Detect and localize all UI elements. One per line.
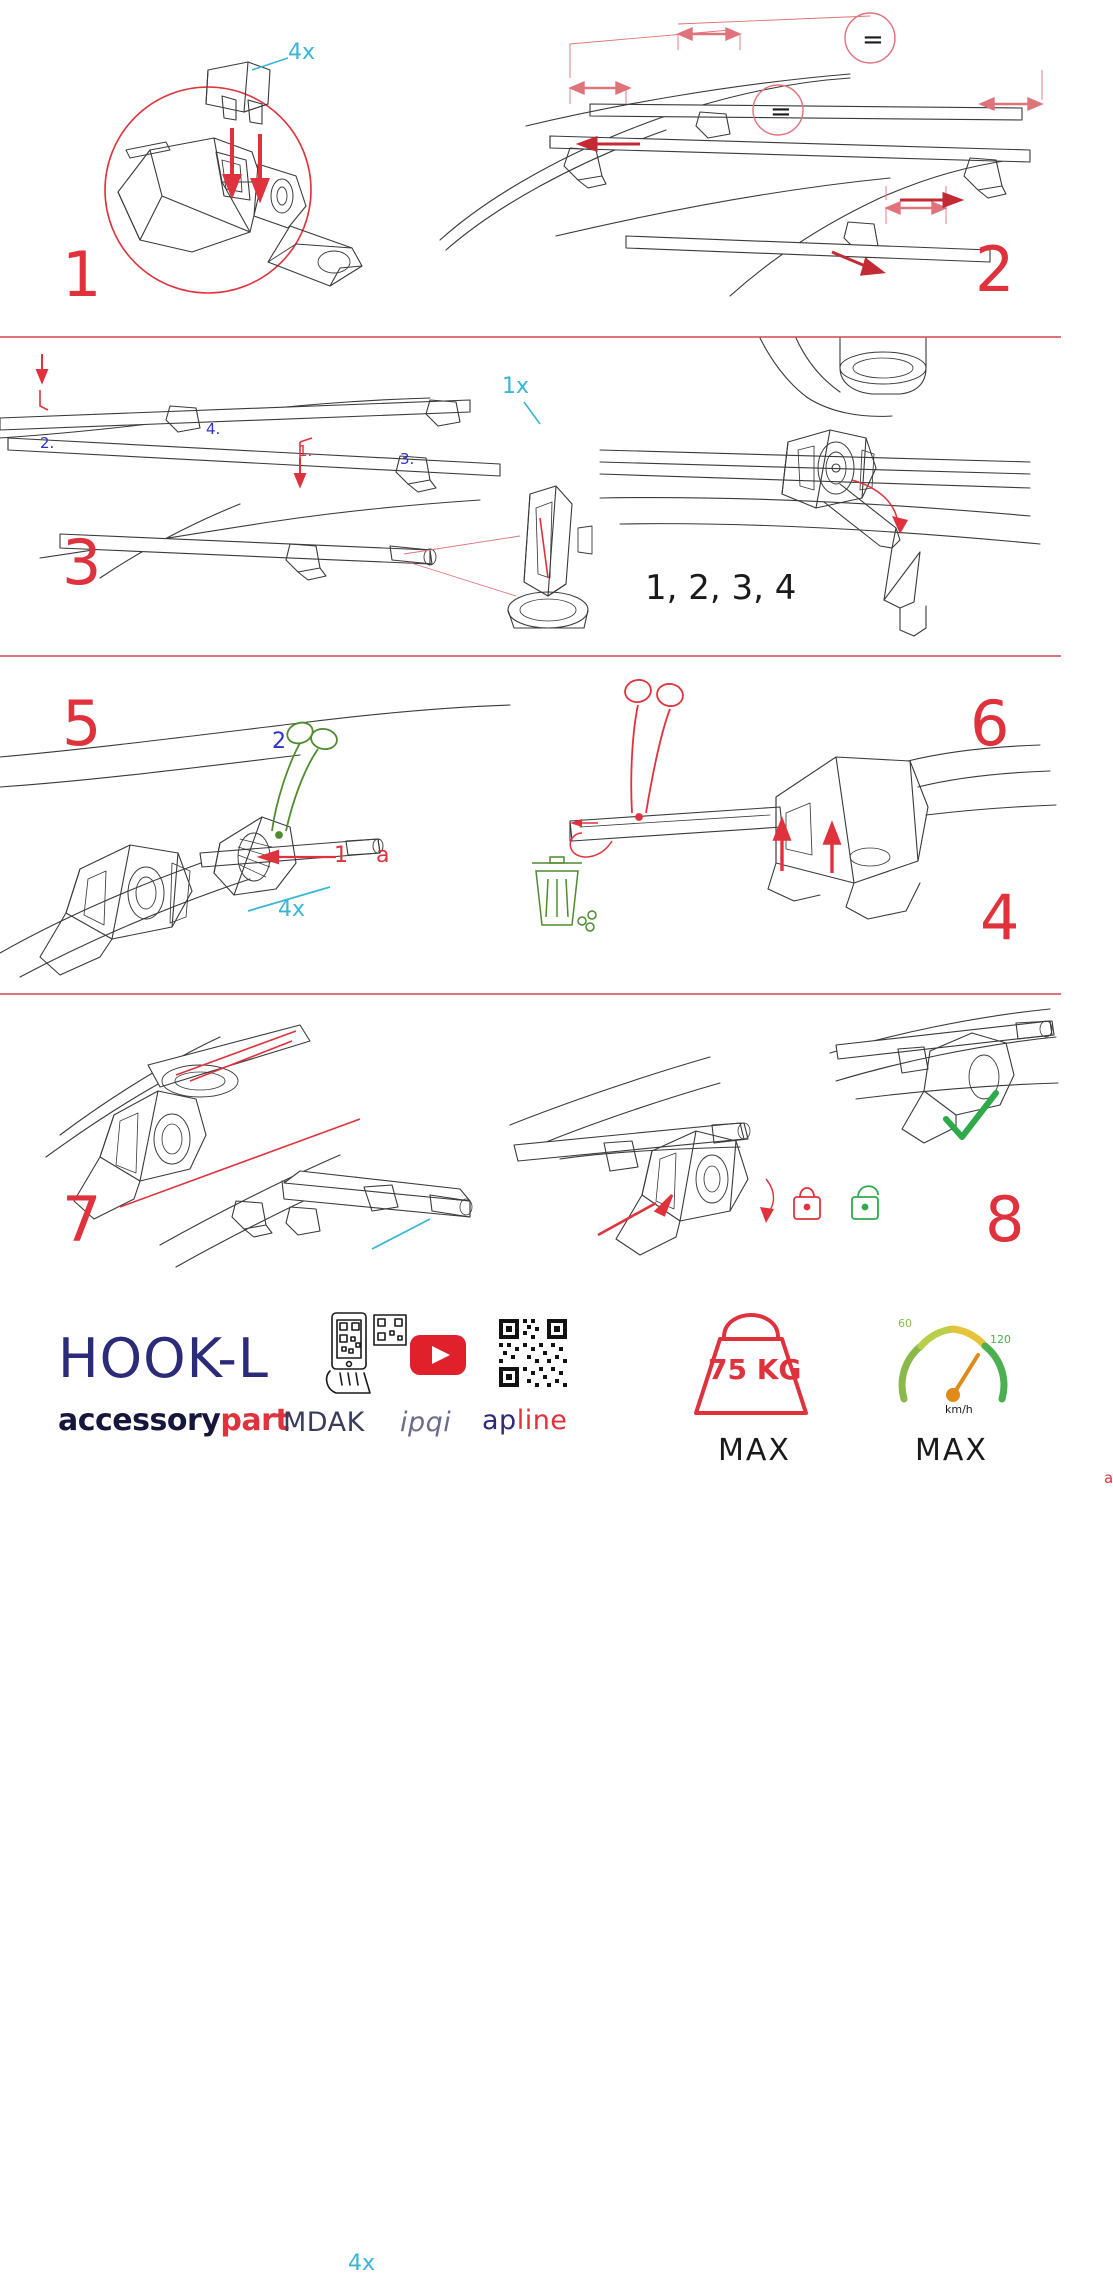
step-1-qty-label: 4x — [288, 40, 316, 65]
qr-code-icon — [497, 1317, 569, 1389]
step-3-qty-label: 1x — [502, 374, 530, 399]
sub-brand-ipqi: ipqi — [400, 1407, 452, 1438]
step-7-number: 7 — [62, 1183, 103, 1256]
step-5-label-a: a — [376, 843, 390, 868]
step-3-order-label-3: 3. — [400, 450, 415, 468]
step-5-label-1: 1 — [334, 843, 348, 868]
step-panel-3 — [0, 338, 600, 655]
speed-max-label: MAX — [915, 1433, 988, 1468]
step-7-qty-label: 4x — [348, 2251, 376, 2276]
step-panel-1 — [0, 0, 430, 336]
product-title: HOOK-L — [58, 1327, 269, 1390]
step-panel-2 — [430, 0, 1061, 336]
weight-value: 75 KG — [708, 1353, 802, 1386]
gauge-tick-120: 120 — [990, 1333, 1011, 1346]
step-panel-4 — [600, 338, 1061, 954]
apline-accent: line — [516, 1405, 568, 1436]
qr-scan-phone-icon — [320, 1311, 416, 1397]
sub-brand-apline — [482, 1405, 567, 1436]
speed-unit-label: km/h — [945, 1403, 973, 1416]
step-6-label-a: a — [1104, 1469, 1113, 1487]
gauge-tick-60: 60 — [898, 1317, 912, 1330]
step-8-illustration — [500, 995, 1061, 1295]
accessory-part-logo — [58, 1403, 289, 1438]
step-8-number: 8 — [985, 1183, 1026, 1256]
youtube-icon[interactable] — [410, 1335, 466, 1375]
step-6-number: 6 — [970, 687, 1011, 760]
step-5-label-2: 2 — [272, 729, 286, 754]
step-5-number: 5 — [62, 687, 103, 760]
sub-brand-mdak: MDAK — [283, 1407, 365, 1438]
weight-max-label: MAX — [718, 1433, 791, 1468]
accessory-prefix: accessory — [58, 1403, 221, 1438]
apline-prefix: ap — [482, 1405, 517, 1436]
step-3-order-label-4: 4. — [206, 420, 221, 438]
step-4-sequence-text: 1, 2, 3, 4 — [645, 568, 797, 608]
accessory-suffix: part — [220, 1403, 290, 1438]
step-1-number: 1 — [62, 238, 103, 311]
step-3-order-label-2: 2. — [40, 434, 55, 452]
step-2-number: 2 — [975, 233, 1016, 306]
step-3-order-label-1: 1. — [298, 442, 313, 460]
step-3-number: 3 — [62, 526, 103, 599]
step-4-sequence-label — [645, 568, 796, 608]
step-5-qty-label: 4x — [278, 897, 306, 922]
footer — [0, 1295, 1061, 1500]
step-4-number: 4 — [980, 881, 1021, 954]
step-panel-5 — [0, 657, 520, 993]
step-2-illustration — [430, 0, 1061, 336]
step-panel-8 — [500, 995, 1061, 1295]
step-2-equal-sign-1: = — [862, 25, 884, 55]
step-2-equal-sign-2: = — [770, 97, 792, 127]
